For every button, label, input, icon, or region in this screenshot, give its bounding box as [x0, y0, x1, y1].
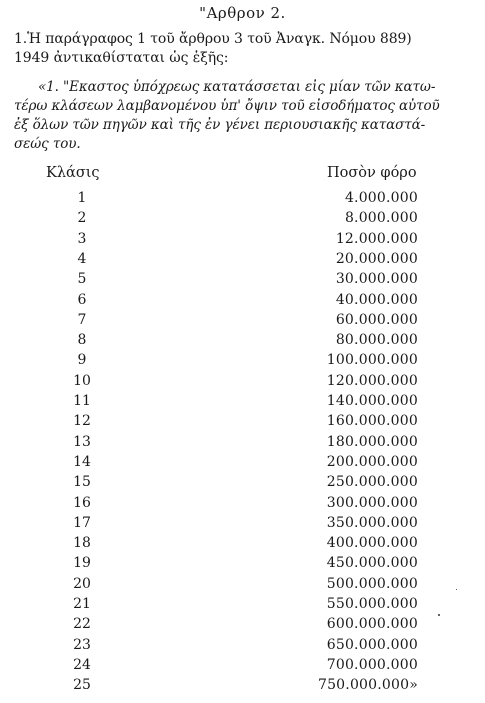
- table-row: [0, 373, 485, 393]
- class-number: 17: [73, 514, 91, 531]
- table-row: [0, 637, 485, 657]
- table-row: [0, 535, 485, 555]
- class-number: 24: [73, 656, 91, 673]
- table-row: [0, 271, 485, 291]
- table-row: [0, 231, 485, 251]
- class-number: 23: [73, 636, 91, 653]
- print-speck: [438, 614, 440, 616]
- table-row: [0, 616, 485, 636]
- tax-amount: 80.000.000: [335, 332, 418, 349]
- tax-amount: 200.000.000: [326, 453, 418, 470]
- class-number: 10: [73, 372, 91, 389]
- tax-amount: 180.000.000: [326, 433, 418, 450]
- tax-amount: 250.000.000: [326, 474, 418, 491]
- tax-amount: 160.000.000: [326, 413, 418, 430]
- tax-amount: 700.000.000: [326, 656, 418, 673]
- print-speck: [456, 589, 457, 590]
- tax-amount: 750.000.000»: [317, 677, 418, 694]
- class-number: 22: [73, 616, 91, 633]
- class-number: 5: [77, 271, 87, 288]
- tax-amount: 120.000.000: [326, 372, 418, 389]
- table-row: [0, 515, 485, 535]
- class-number: 9: [77, 352, 87, 369]
- tax-amount: 400.000.000: [326, 535, 418, 552]
- tax-amount: 600.000.000: [326, 616, 418, 633]
- table-row: [0, 413, 485, 433]
- paragraph-line: «1. "Εκαστος ὑπόχρεως κατατάσσεται εἰς μίαν τῶν κατω-: [38, 79, 436, 95]
- table-row: [0, 576, 485, 596]
- class-number: 25: [73, 677, 91, 694]
- class-number: 15: [73, 474, 91, 491]
- table-row: [0, 555, 485, 575]
- article-heading: "Αρθρον 2.: [199, 4, 286, 22]
- table-row: [0, 312, 485, 332]
- paragraph-line: τέρω κλάσεων λαμβανομένου ὑπ' ὄψιν τοῦ εἰσοδήματος αὐτοῦ: [14, 98, 440, 114]
- class-number: 14: [73, 453, 91, 470]
- paragraph-line: 1949 ἀντικαθίσταται ὡς ἑξῆς:: [14, 50, 229, 66]
- tax-amount: 450.000.000: [326, 555, 418, 572]
- class-number: 4: [77, 250, 87, 267]
- table-row: [0, 332, 485, 352]
- column-header-class: Κλάσις: [46, 165, 100, 181]
- table-row: [0, 190, 485, 210]
- table-row: [0, 210, 485, 230]
- table-row: [0, 434, 485, 454]
- tax-amount: 40.000.000: [335, 291, 418, 308]
- class-number: 12: [73, 413, 91, 430]
- class-number: 7: [77, 311, 87, 328]
- table-row: [0, 292, 485, 312]
- class-number: 11: [73, 393, 91, 409]
- table-row: [0, 454, 485, 474]
- tax-amount: 140.000.000: [326, 393, 418, 409]
- class-number: 6: [77, 291, 87, 308]
- table-row: [0, 657, 485, 677]
- tax-amount: 8.000.000: [344, 210, 418, 227]
- class-number: 3: [77, 230, 87, 247]
- tax-amount: 350.000.000: [326, 514, 418, 531]
- class-number: 18: [73, 535, 91, 552]
- table-row: [0, 393, 485, 413]
- tax-amount: 500.000.000: [326, 575, 418, 592]
- tax-amount: 60.000.000: [335, 311, 418, 328]
- tax-amount: 30.000.000: [335, 271, 418, 288]
- paragraph-line: 1.Ἡ παράγραφος 1 τοῦ ἄρθρου 3 τοῦ Ἀναγκ. Νόμου 889): [14, 31, 412, 47]
- class-number: 20: [73, 575, 91, 592]
- class-number: 2: [77, 210, 87, 227]
- tax-amount: 650.000.000: [326, 636, 418, 653]
- table-row: [0, 352, 485, 372]
- class-number: 16: [73, 494, 91, 511]
- table-row: [0, 596, 485, 616]
- tax-amount: 12.000.000: [335, 230, 418, 247]
- table-row: [0, 677, 485, 697]
- class-number: 19: [73, 555, 91, 572]
- table-row: [0, 474, 485, 494]
- class-number: 8: [77, 332, 87, 349]
- table-row: [0, 495, 485, 515]
- tax-amount: 4.000.000: [344, 190, 418, 206]
- paragraph-line: ἐξ ὅλων τῶν πηγῶν καὶ τῆς ἐν γένει περιουσιακῆς καταστά-: [14, 117, 426, 133]
- tax-amount: 100.000.000: [326, 352, 418, 369]
- table-row: [0, 251, 485, 271]
- class-number: 1: [77, 190, 87, 206]
- class-number: 21: [73, 596, 91, 612]
- class-number: 13: [73, 433, 91, 450]
- paragraph-line: σεώς του.: [14, 136, 81, 152]
- column-header-tax-amount: Ποσὸν φόρο: [327, 165, 417, 181]
- tax-amount: 300.000.000: [326, 494, 418, 511]
- tax-amount: 20.000.000: [335, 250, 418, 267]
- tax-amount: 550.000.000: [326, 596, 418, 612]
